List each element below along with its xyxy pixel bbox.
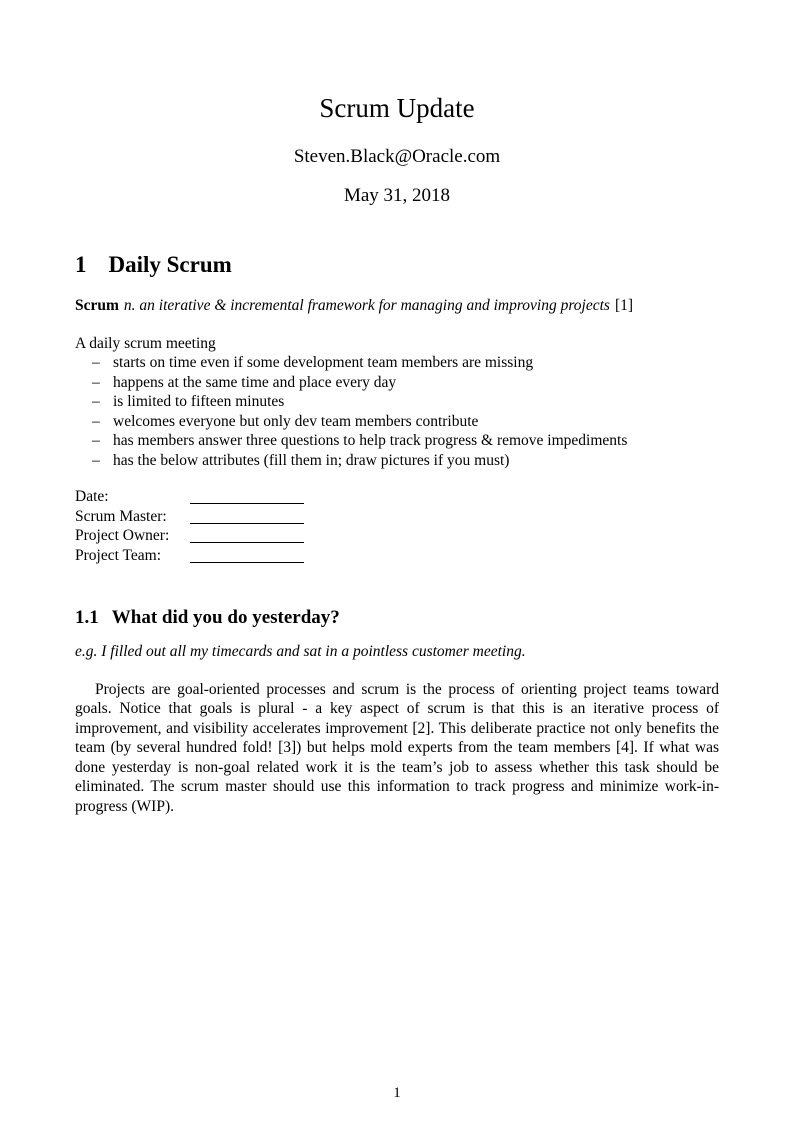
- subsection-title: What did you do yesterday?: [111, 607, 340, 628]
- list-item-text: starts on time even if some development team members are missing: [113, 354, 534, 371]
- dash-bullet-icon: –: [92, 451, 100, 469]
- definition-body: n. an iterative & incremental framework for managing and improving projects: [123, 297, 610, 314]
- definition-term: Scrum: [75, 297, 119, 314]
- list-item: [75, 451, 719, 471]
- subsection-heading-yesterday: [75, 606, 719, 630]
- daily-scrum-attributes-list: [75, 353, 719, 470]
- list-item-text: has the below attributes (fill them in; draw pictures if you must): [113, 451, 510, 469]
- list-item: [75, 373, 719, 393]
- dash-bullet-icon: –: [92, 373, 100, 391]
- document-title: Scrum Update: [319, 93, 475, 123]
- form-row-scrum-master: [75, 507, 719, 527]
- scrum-master-field-label: Scrum Master:: [75, 507, 167, 525]
- date-field-label: Date:: [75, 488, 109, 505]
- page-number: 1: [393, 1085, 401, 1101]
- project-team-field-label: Project Team:: [75, 546, 162, 564]
- text-block: [75, 0, 719, 816]
- list-intro: A daily scrum meeting: [75, 334, 216, 352]
- list-item-text: is limited to fifteen minutes: [113, 393, 285, 410]
- list-item-text: happens at the same time and place every day: [113, 373, 397, 391]
- list-item-text: welcomes everyone but only dev team members contribute: [113, 412, 479, 430]
- form-row-project-team: [75, 546, 719, 566]
- form-row-date: [75, 487, 719, 507]
- example-sentence: e.g. I filled out all my timecards and sat in a pointless customer meeting.: [75, 643, 526, 660]
- citation-ref-1: [1]: [614, 297, 634, 314]
- body-paragraph: Projects are goal-oriented processes and scrum is the process of orienting project teams toward goals. Notice that goals is plural - a key aspect of scrum is that this is an iterative process of improvement, and visibility accelerates improvement [2]. This deliberate practice not only benefits the team (by several hundred fold! [3]) but helps mold experts from the team members [4]. If what was done yesterday is non-goal related work it is the team’s job to assess whether this task should be eliminated. The scrum master should use this information to track progress and minimize work-in-progress (WIP).: [75, 680, 719, 815]
- form-row-project-owner: [75, 526, 719, 546]
- author-email: Steven.Black@Oracle.com: [293, 146, 501, 167]
- scrum-definition: [75, 296, 719, 316]
- fill-in-form: [75, 487, 719, 565]
- dash-bullet-icon: –: [92, 432, 100, 449]
- dash-bullet-icon: –: [92, 393, 100, 410]
- section-title: Daily Scrum: [108, 252, 232, 277]
- project-team-blank-line: [190, 562, 304, 563]
- section-heading-daily-scrum: [75, 251, 719, 279]
- document-date: May 31, 2018: [343, 185, 451, 206]
- list-item: [75, 392, 719, 412]
- project-owner-blank-line: [190, 542, 304, 543]
- project-owner-field-label: Project Owner:: [75, 527, 170, 544]
- list-item: [75, 431, 719, 451]
- list-item: [75, 412, 719, 432]
- list-item: [75, 353, 719, 373]
- date-blank-line: [190, 503, 304, 504]
- scrum-master-blank-line: [190, 523, 304, 524]
- dash-bullet-icon: –: [92, 412, 100, 430]
- list-item-text: has members answer three questions to help track progress & remove impediments: [113, 432, 628, 449]
- dash-bullet-icon: –: [92, 354, 100, 371]
- subsection-number: 1.1: [75, 607, 99, 628]
- section-number: 1: [75, 252, 87, 277]
